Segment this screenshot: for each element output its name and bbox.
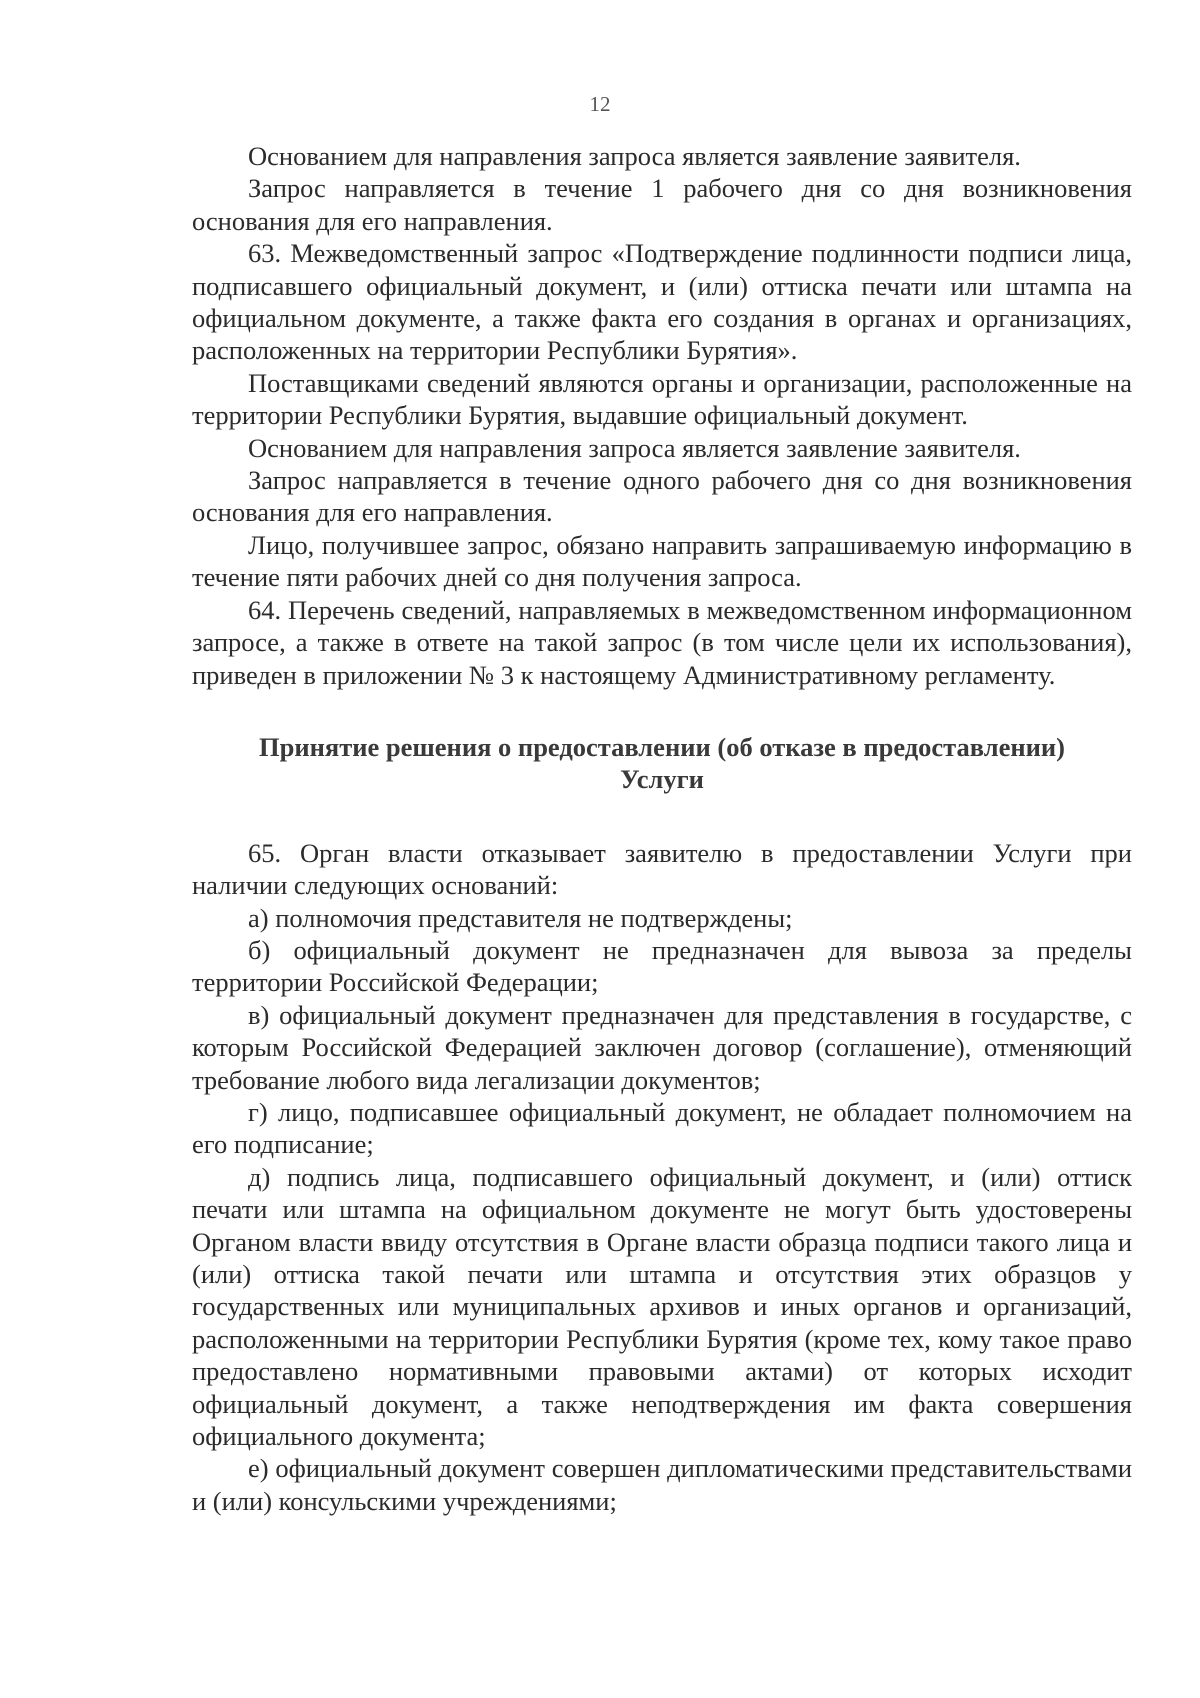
paragraph: Основанием для направления запроса является заявление заявителя. [248, 141, 1021, 171]
paragraph: Основанием для направления запроса является заявление заявителя. [248, 432, 1021, 463]
paragraph-65: 65. Орган власти отказывает заявителю в предоставлении Услуги при наличии следующих оснований: [192, 837, 1132, 901]
list-item-e: е) официальный документ совершен дипломатическими представительствами и (или) консульскими учреждениями; [192, 1453, 1132, 1516]
list-item-b: б) официальный документ не предназначен для вывоза за пределы территории Российской Федерации; [192, 934, 1132, 998]
list-item-d: д) подпись лица, подписавшего официальный документ, и (или) оттиск печати или штампа на официальном документе не могут быть удостоверены Органом власти ввиду отсутствия в Органе власти образца подписи такого лица и (или) оттиска такой печати или штампа и отсутствия этих образцов у государственных или муниципальных архивов и иных органов и организаций, расположенными на территории Республики Бурятия (кроме тех, кому такое право предоставлено нормативными правовыми актами) от которых исходит официальный документ, а также неподтверждения им факта совершения официального документа; [192, 1161, 1132, 1452]
paragraph: Запрос направляется в течение 1 рабочего дня со дня возникновения основания для его направления. [192, 173, 1132, 236]
paragraph: Запрос направляется в течение одного рабочего дня со дня возникновения основания для его направления. [192, 465, 1132, 528]
list-item-g: г) лицо, подписавшее официальный документ, не обладает полномочием на его подписание; [192, 1096, 1132, 1160]
section-heading-line: Услуги [620, 764, 704, 795]
page-number: 12 [589, 92, 611, 116]
section-heading [192, 731, 1132, 796]
paragraph-64: 64. Перечень сведений, направляемых в межведомственном информационном запросе, а также в ответе на такой запрос (в том числе цели их использования), приведен в приложении № 3 к настоящему Административному регламенту. [192, 594, 1132, 690]
list-item-a: а) полномочия представителя не подтверждены; [248, 902, 793, 933]
section-heading-line: Принятие решения о предоставлении (об отказе в предоставлении) [259, 731, 1065, 762]
paragraph-63: 63. Межведомственный запрос «Подтверждение подлинности подписи лица, подписавшего официальный документ, и (или) оттиска печати или штампа на официальном документе, а также факта его создания в органах и организациях, расположенных на территории Республики Бурятия». [192, 238, 1132, 366]
paragraph: Лицо, получившее запрос, обязано направить запрашиваемую информацию в течение пяти рабочих дней со дня получения запроса. [192, 529, 1132, 593]
paragraph: Поставщиками сведений являются органы и организации, расположенные на территории Республики Бурятия, выдавшие официальный документ. [192, 367, 1132, 431]
list-item-v: в) официальный документ предназначен для представления в государстве, с которым Российской Федерацией заключен договор (соглашение), отменяющий требование любого вида легализации документов; [192, 999, 1132, 1095]
document-body [192, 140, 1132, 1517]
